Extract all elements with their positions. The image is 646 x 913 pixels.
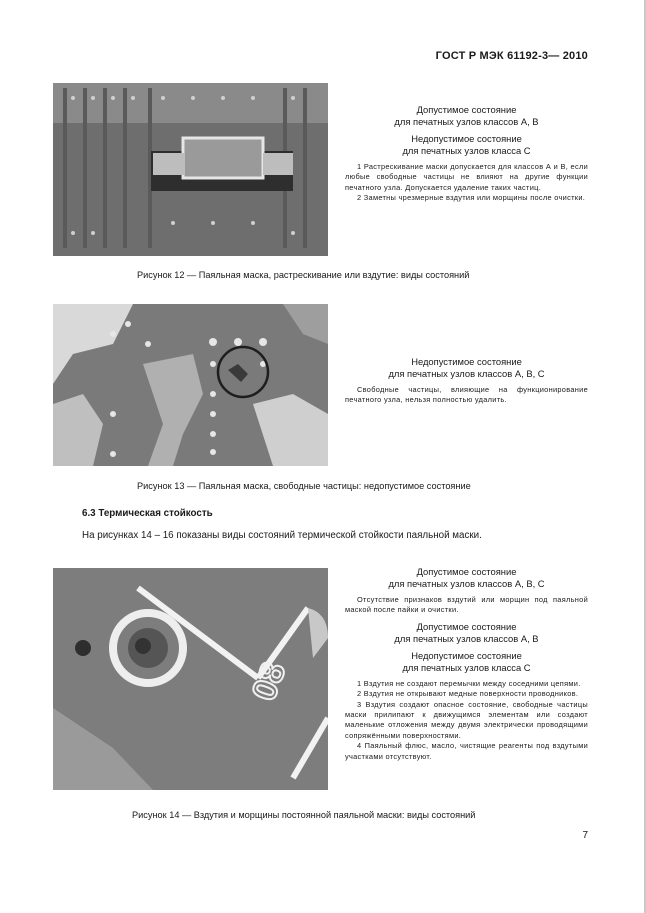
figure-13-line-2: для печатных узлов классов А, В, С <box>388 368 545 379</box>
figure-14-block-1-line-2: для печатных узлов классов А, В, С <box>388 578 545 589</box>
pcb-photo-blisters-icon <box>53 568 328 790</box>
figure-13-photo <box>53 304 328 466</box>
figure-13-description <box>345 356 588 406</box>
figure-14-note-4: 4 Паяльный флюс, масло, чистящие реагенты под вздутыми участками отсутствуют. <box>345 741 588 761</box>
section-title: 6.3 Термическая стойкость <box>82 508 213 519</box>
figure-14-photo <box>53 568 328 790</box>
document-header: ГОСТ Р МЭК 61192-3— 2010 <box>435 50 588 62</box>
page-number: 7 <box>582 830 588 841</box>
figure-12-description <box>345 104 588 204</box>
figure-12-line-2: для печатных узлов классов А, В <box>394 116 539 127</box>
figure-13-line-1: Недопустимое состояние <box>411 356 522 367</box>
figure-12-caption: Рисунок 12 — Паяльная маска, растрескивание или вздутие: виды состояний <box>137 270 470 280</box>
figure-12-line-4: для печатных узлов класса С <box>402 145 531 156</box>
figure-14-block-1-line-1: Допустимое состояние <box>416 566 517 577</box>
figure-14-silkscreen: 08 <box>244 657 294 706</box>
figure-14-note-3: 3 Вздутия создают опасное состояние, свободные частицы маски прилипают к движущимся элементам или создают маленькие отложения между двумя электрически проводящими сопряжёнными поверхностями. <box>345 699 588 740</box>
figure-14-block-2-line-2: для печатных узлов классов А, В <box>394 632 539 644</box>
figure-12-note-1: 1 Растрескивание маски допускается для классов А и В, если любые свободные частицы не влияют на другие функции печатного узла. Допускается удаление таких частиц. <box>345 162 588 192</box>
figure-14-block-2-line-1: Допустимое состояние <box>416 620 517 632</box>
figure-12-photo <box>53 83 328 256</box>
figure-14-caption: Рисунок 14 — Вздутия и морщины постоянной паяльной маски: виды состояний <box>132 810 476 820</box>
figure-14-block-3-line-2: для печатных узлов класса С <box>402 661 531 673</box>
figure-13-note-1: Свободные частицы, влияющие на функционирование печатного узла, нельзя полностью удалить. <box>345 385 588 405</box>
figure-14-note-1: 1 Вздутия не создают перемычки между соседними цепями. <box>357 678 581 688</box>
figure-12-line-3: Недопустимое состояние <box>411 133 522 144</box>
figure-14-block-3-line-1: Недопустимое состояние <box>411 649 522 661</box>
figure-12-line-1: Допустимое состояние <box>416 104 517 115</box>
figure-14-note-2: 2 Вздутия не открывают медные поверхности проводников. <box>357 689 579 699</box>
figure-12-note-2: 2 Заметны чрезмерные вздутия или морщины после очистки. <box>357 193 586 203</box>
section-text: На рисунках 14 – 16 показаны виды состояний термической стойкости паяльной маски. <box>82 530 482 541</box>
figure-13-caption: Рисунок 13 — Паяльная маска, свободные частицы: недопустимое состояние <box>137 481 471 491</box>
figure-14-description <box>345 566 588 762</box>
figure-14-block-1-note: Отсутствие признаков вздутий или морщин под паяльной маской после пайки и очистки. <box>345 595 588 615</box>
pcb-photo-free-particles-icon <box>53 304 328 466</box>
pcb-photo-cracked-mask-icon <box>53 83 328 256</box>
